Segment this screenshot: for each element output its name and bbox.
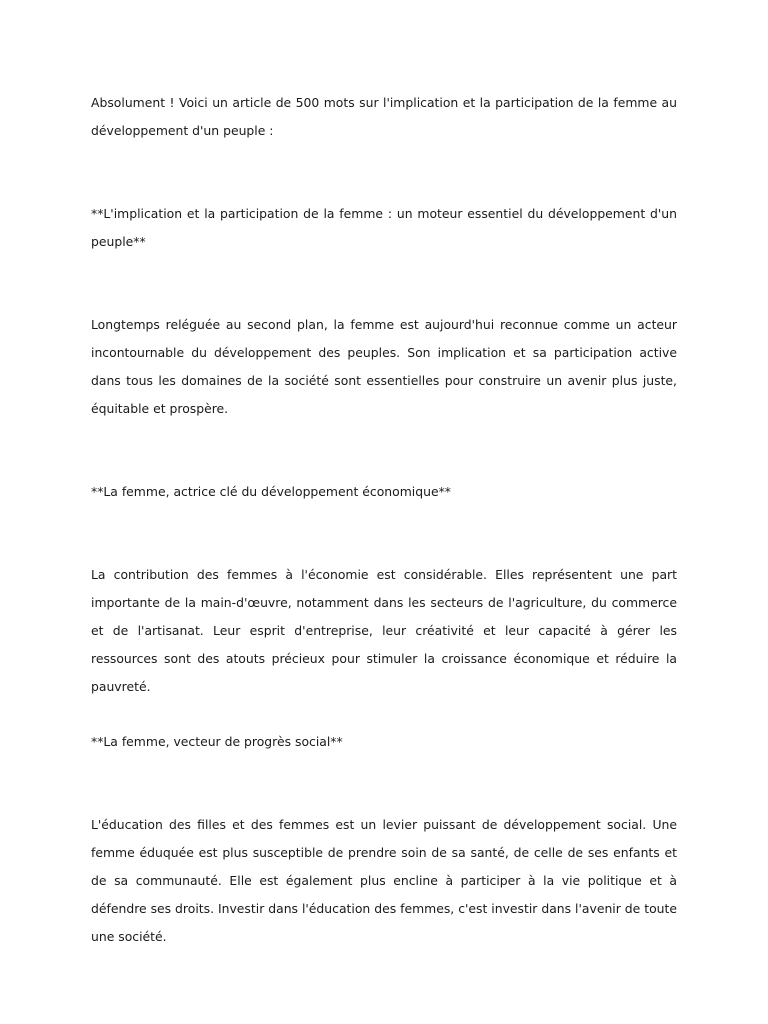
paragraph-social: L'éducation des filles et des femmes est un levier puissant de développement social. Une femme éduquée est plus susceptible de prendre soin de sa santé, de celle de ses enfants et de sa communauté. Elle est également plus encline à participer à la vie politique et à défendre ses droits. Investir dans l'éducation des femmes, c'est investir dans l'avenir de toute une société. [91, 817, 677, 944]
paragraph-intro: Longtemps reléguée au second plan, la femme est aujourd'hui reconnue comme un acteur incontournable du développement des peuples. Son implication et sa participation active dans tous les domaines de la société sont essentielles pour construire un avenir plus juste, équitable et prospère. [91, 317, 677, 416]
intro-paragraph: Absolument ! Voici un article de 500 mots sur l'implication et la participation de la femme au développement d'un peuple : [91, 95, 677, 138]
paragraph-economic: La contribution des femmes à l'économie est considérable. Elles représentent une part importante de la main-d'œuvre, notamment dans les secteurs de l'agriculture, du commerce et de l'artisanat. Leur esprit d'entreprise, leur créativité et leur capacité à gérer les ressources sont des atouts précieux pour stimuler la croissance économique et réduire la pauvreté. [91, 567, 677, 694]
section-heading-social: **La femme, vecteur de progrès social** [91, 734, 343, 749]
section-heading-economic: **La femme, actrice clé du développement économique** [91, 484, 451, 499]
article-title: **L'implication et la participation de la femme : un moteur essentiel du développement d'un peuple** [91, 206, 677, 249]
